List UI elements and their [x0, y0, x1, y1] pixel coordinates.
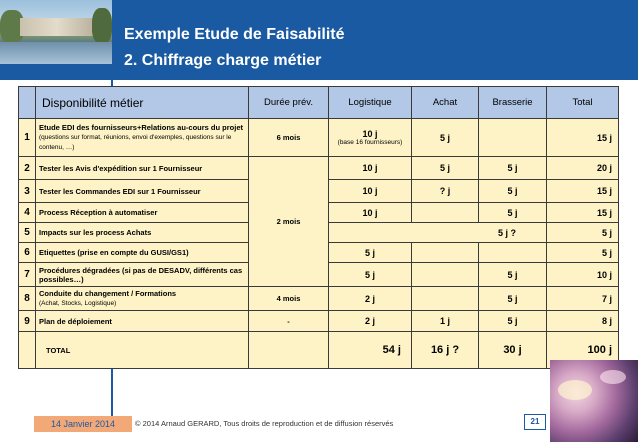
row-number: 3	[19, 180, 36, 203]
footer-date: 14 Janvier 2014	[34, 416, 132, 432]
total-cell: 20 j	[547, 157, 619, 180]
row-number: 4	[19, 203, 36, 223]
brasserie-cell: 5 j	[479, 287, 547, 311]
brasserie-cell: 5 j	[479, 180, 547, 203]
achat-cell: ? j	[412, 180, 479, 203]
photo-light	[600, 370, 626, 384]
table-row	[19, 119, 619, 157]
slide-subtitle: 2. Chiffrage charge métier	[124, 52, 322, 69]
row-number: 1	[19, 119, 36, 157]
row-label: Process Réception à automatiser	[36, 203, 249, 223]
column-header-logistique: Logistique	[329, 87, 412, 119]
row-number: 7	[19, 263, 36, 287]
row-label: Plan de déploiement	[36, 311, 249, 332]
row-label	[36, 287, 249, 311]
brasserie-cell	[479, 243, 547, 263]
column-header-achat: Achat	[412, 87, 479, 119]
total-achat: 16 j ?	[412, 332, 479, 369]
row-label: Procédures dégradées (si pas de DESADV, différents cas possibles…)	[36, 263, 249, 287]
row-label	[36, 119, 249, 157]
total-cell: 15 j	[547, 119, 619, 157]
achat-cell	[412, 203, 479, 223]
footer-copyright: © 2014 Arnaud GERARD, Tous droits de reproduction et de diffusion réservés	[135, 419, 394, 428]
logistique-note: (base 16 fournisseurs)	[337, 139, 403, 146]
page-number: 21	[524, 414, 546, 430]
total-logistique: 54 j	[329, 332, 412, 369]
header-empty-cell	[19, 87, 36, 119]
row-label: Etiquettes (prise en compte du GUSI/GS1)	[36, 243, 249, 263]
duree-cell: -	[249, 311, 329, 332]
logistique-cell: 2 j	[329, 311, 412, 332]
row-number: 9	[19, 311, 36, 332]
duree-cell: 4 mois	[249, 287, 329, 311]
row-label-text: Conduite du changement / Formations	[39, 289, 177, 298]
photo-tree	[92, 8, 112, 44]
photo-light	[558, 380, 592, 400]
brasserie-cell: 5 j	[479, 311, 547, 332]
total-num-cell	[19, 332, 36, 369]
duree-merged-cell: 2 mois	[249, 157, 329, 287]
row-number: 6	[19, 243, 36, 263]
logistique-cell: 10 j	[329, 157, 412, 180]
logistique-value: 10 j	[362, 129, 378, 139]
total-cell: 5 j	[547, 223, 619, 243]
column-header-total: Total	[547, 87, 619, 119]
row-number: 2	[19, 157, 36, 180]
achat-cell	[412, 263, 479, 287]
header-photo-chateau	[0, 0, 112, 64]
total-total: 100 j	[547, 332, 619, 369]
brasserie-cell: 5 j	[479, 157, 547, 180]
total-cell: 5 j	[547, 243, 619, 263]
photo-water	[0, 42, 112, 64]
total-cell: 7 j	[547, 287, 619, 311]
row-number: 8	[19, 287, 36, 311]
footer-photo-night-city	[550, 360, 638, 442]
row-label: Tester les Commandes EDI sur 1 Fournisseur	[36, 180, 249, 203]
achat-cell	[412, 287, 479, 311]
logistique-cell: 5 j	[329, 263, 412, 287]
row-label-note: (Achat, Stocks, Logistique)	[39, 300, 117, 307]
row-label-text: Etude EDI des fournisseurs+Relations au-cours du projet	[39, 123, 243, 132]
logistique-cell: 2 j	[329, 287, 412, 311]
feasibility-table	[18, 86, 619, 369]
total-cell: 10 j	[547, 263, 619, 287]
brasserie-cell: 5 j	[479, 263, 547, 287]
total-duree-cell	[249, 332, 329, 369]
total-cell: 15 j	[547, 203, 619, 223]
row-label: Tester les Avis d'expédition sur 1 Fournisseur	[36, 157, 249, 180]
photo-building	[20, 18, 94, 36]
table-header-row	[19, 87, 619, 119]
logistique-cell	[329, 119, 412, 157]
slide-title: Exemple Etude de Faisabilité	[124, 26, 345, 43]
achat-merged-cell: 5 j ?	[329, 223, 547, 243]
logistique-cell: 10 j	[329, 203, 412, 223]
logistique-cell: 10 j	[329, 180, 412, 203]
column-header-duree: Durée prév.	[249, 87, 329, 119]
table-row	[19, 287, 619, 311]
table-row	[19, 311, 619, 332]
achat-cell	[412, 243, 479, 263]
total-cell: 8 j	[547, 311, 619, 332]
achat-cell: 5 j	[412, 119, 479, 157]
total-brasserie: 30 j	[479, 332, 547, 369]
brasserie-cell	[479, 119, 547, 157]
table-row	[19, 157, 619, 180]
total-cell: 15 j	[547, 180, 619, 203]
column-header-brasserie: Brasserie	[479, 87, 547, 119]
brasserie-cell: 5 j	[479, 203, 547, 223]
column-header-main: Disponibilité métier	[36, 87, 249, 119]
total-row	[19, 332, 619, 369]
row-label-note: (questions sur format, réunions, envoi d'exemples, questions sur le contenu, …)	[39, 134, 232, 151]
row-number: 5	[19, 223, 36, 243]
row-label: Impacts sur les process Achats	[36, 223, 249, 243]
total-label: TOTAL	[36, 332, 249, 369]
logistique-cell: 5 j	[329, 243, 412, 263]
achat-cell: 1 j	[412, 311, 479, 332]
duree-cell: 6 mois	[249, 119, 329, 157]
achat-cell: 5 j	[412, 157, 479, 180]
